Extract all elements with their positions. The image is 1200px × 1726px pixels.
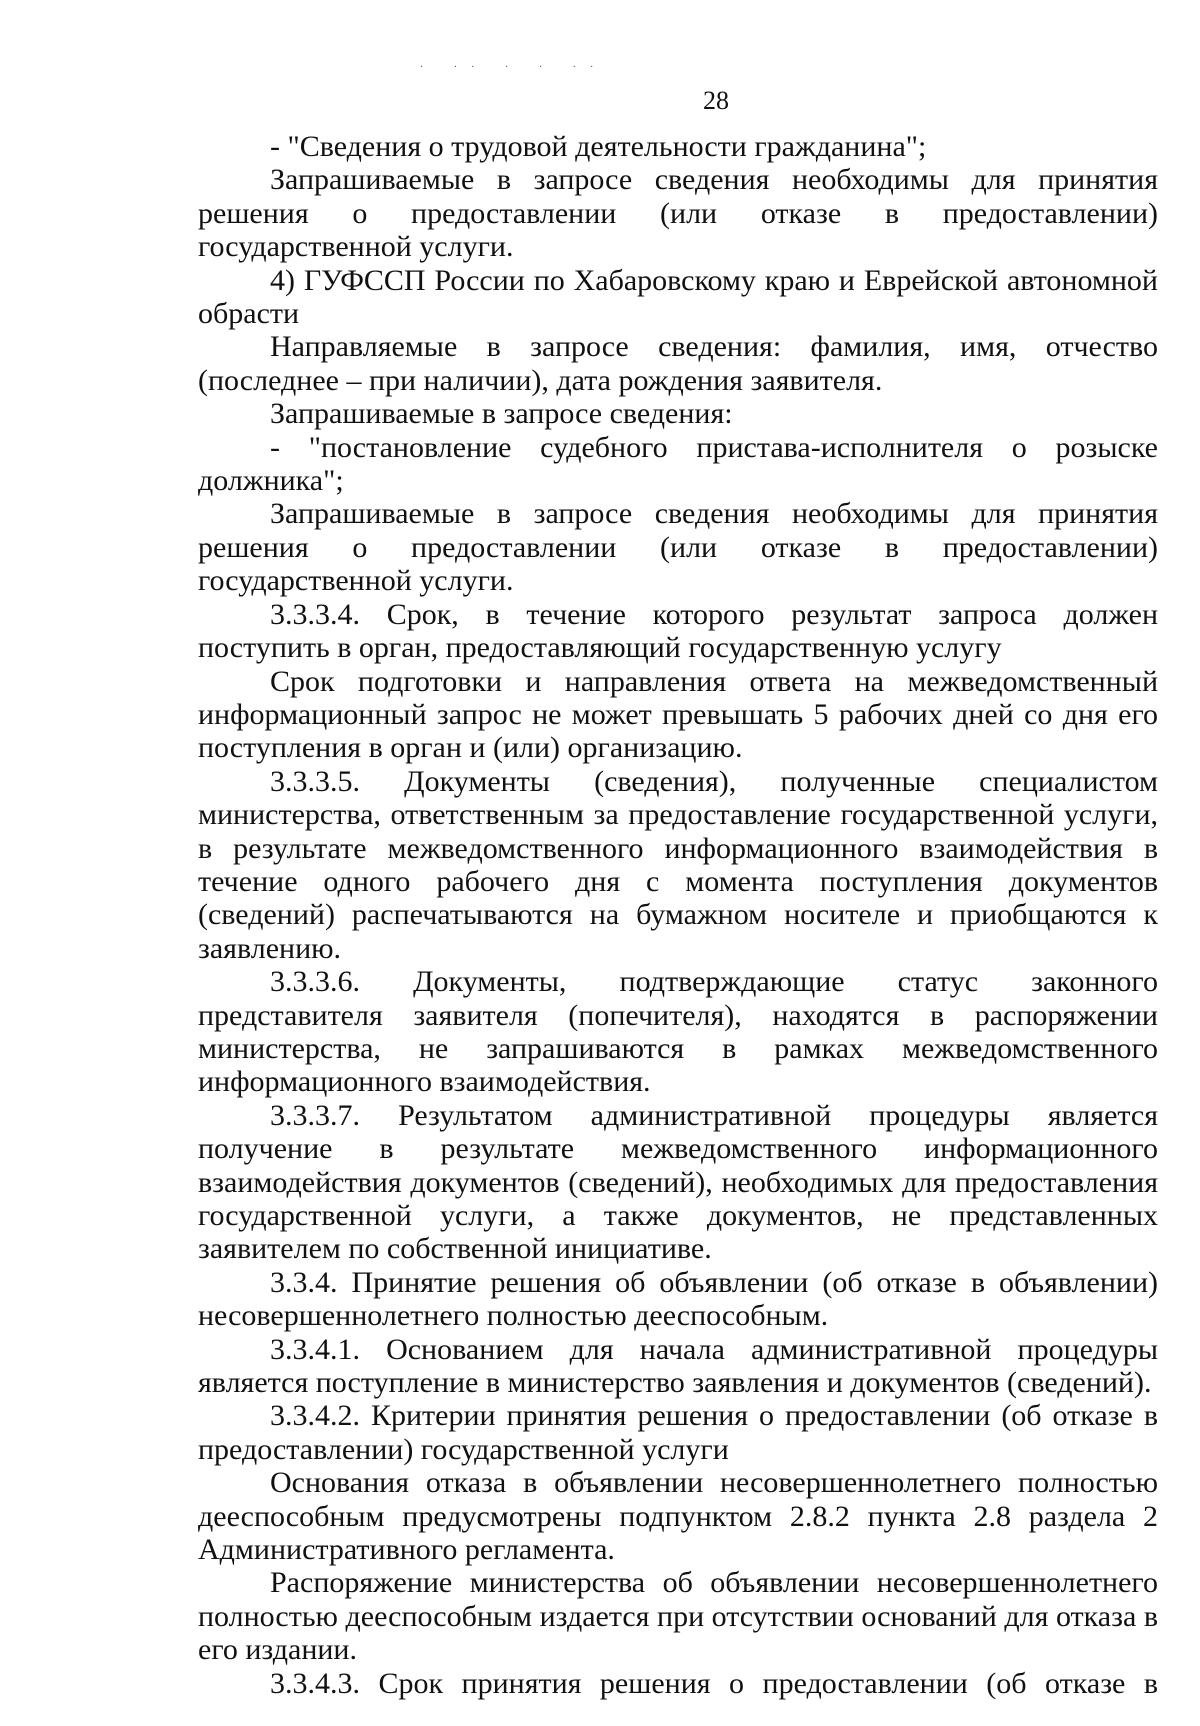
paragraph-gufssp: 4) ГУФССП России по Хабаровскому краю и Еврейской автономной обрасти xyxy=(198,263,1158,331)
paragraph-3-3-4-1: 3.3.4.1. Основанием для начала административной процедуры является поступление в министерство заявления и документов (сведений). xyxy=(198,1332,1158,1400)
paragraph-bullet-labor: - "Сведения о трудовой деятельности гражданина"; xyxy=(270,130,927,163)
paragraph-3-3-4-3: 3.3.4.3. Срок принятия решения о предоставлении (об отказе в xyxy=(270,1666,1158,1700)
paragraph-requested-data: Запрашиваемые в запросе сведения: xyxy=(270,397,733,431)
paragraph-refusal-grounds: Основания отказа в объявлении несовершеннолетнего полностью дееспособным предусмотрены подпунктом 2.8.2 пункта 2.8 раздела 2 Административного регламента. xyxy=(198,1466,1158,1567)
paragraph-ministry-order: Распоряжение министерства об объявлении несовершеннолетнего полностью дееспособным издается при отсутствии оснований для отказа в его издании. xyxy=(198,1566,1158,1667)
paragraph-sent-data: Направляемые в запросе сведения: фамилия, имя, отчество (последнее – при наличии), дата рождения заявителя. xyxy=(198,330,1158,397)
paragraph-3-3-4-2: 3.3.4.2. Критерии принятия решения о предоставлении (об отказе в предоставлении) государственной услуги xyxy=(198,1399,1158,1466)
paragraph-response-term: Срок подготовки и направления ответа на межведомственный информационный запрос не может превышать 5 рабочих дней со дня его поступления в орган и (или) организацию. xyxy=(198,664,1158,765)
scan-artifact: · ·· · · ·· xyxy=(420,62,608,73)
paragraph-3-3-3-6: 3.3.3.6. Документы, подтверждающие статус законного представителя заявителя (попечителя), находятся в распоряжении министерства, не запрашиваются в рамках межведомственного информационного взаимодействия. xyxy=(198,965,1158,1099)
paragraph-3-3-3-4: 3.3.3.4. Срок, в течение которого результат запроса должен поступить в орган, предоставляющий государственную услугу xyxy=(198,597,1158,665)
paragraph-3-3-4: 3.3.4. Принятие решения об объявлении (об отказе в объявлении) несовершеннолетнего полностью дееспособным. xyxy=(198,1265,1158,1333)
paragraph-bullet-bailiff: - "постановление судебного пристава-исполнителя о розыске должника"; xyxy=(198,430,1158,498)
paragraph-requested-needed-1: Запрашиваемые в запросе сведения необходимы для принятия решения о предоставлении (или отказе в предоставлении) государственной услуги. xyxy=(198,163,1158,264)
paragraph-requested-needed-2: Запрашиваемые в запросе сведения необходимы для принятия решения о предоставлении (или отказе в предоставлении) государственной услуги. xyxy=(198,497,1158,598)
document-body xyxy=(198,130,1158,1700)
page-number: 28 xyxy=(703,86,729,115)
paragraph-3-3-3-7: 3.3.3.7. Результатом административной процедуры является получение в результате межведомственного информационного взаимодействия документов (сведений), необходимых для предоставления государственной услуги, а также документов, не представленных заявителем по собственной инициативе. xyxy=(198,1098,1158,1266)
paragraph-3-3-3-5: 3.3.3.5. Документы (сведения), полученные специалистом министерства, ответственным за предоставление государственной услуги, в результате межведомственного информационного взаимодействия в течение одного рабочего дня с момента поступления документов (сведений) распечатываются на бумажном носителе и приобщаются к заявлению. xyxy=(198,764,1158,965)
